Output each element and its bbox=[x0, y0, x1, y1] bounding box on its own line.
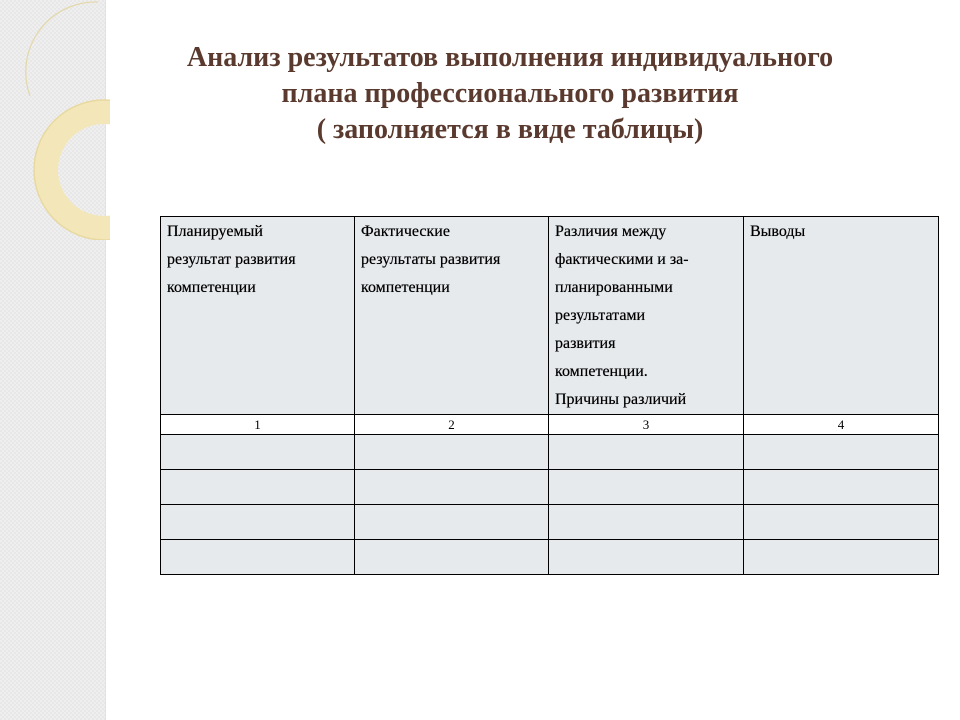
empty-cell[interactable] bbox=[549, 505, 744, 540]
empty-cell[interactable] bbox=[161, 435, 355, 470]
table-row bbox=[161, 470, 939, 505]
column-number-row bbox=[161, 415, 939, 435]
decorative-arc-line bbox=[26, 2, 98, 96]
column-number-3: 3 bbox=[549, 415, 744, 435]
column-number-2: 2 bbox=[355, 415, 549, 435]
header-text-actual: Фактические результаты развития компетенции bbox=[361, 223, 501, 296]
header-cell-differences[interactable] bbox=[549, 217, 744, 415]
table-row bbox=[161, 435, 939, 470]
analysis-table-container bbox=[160, 216, 938, 575]
table-row bbox=[161, 505, 939, 540]
table-header-row bbox=[161, 217, 939, 415]
header-cell-planned[interactable] bbox=[161, 217, 355, 415]
header-text-differences: Различия между фактическими и за- планированными результатами развития компетенции. Причины различий bbox=[555, 223, 689, 408]
empty-cell[interactable] bbox=[744, 540, 939, 575]
empty-cell[interactable] bbox=[355, 435, 549, 470]
empty-cell[interactable] bbox=[549, 540, 744, 575]
empty-cell[interactable] bbox=[744, 470, 939, 505]
decorative-ring-graphic bbox=[0, 0, 110, 240]
empty-cell[interactable] bbox=[355, 505, 549, 540]
empty-cell[interactable] bbox=[355, 540, 549, 575]
header-text-conclusions: Выводы bbox=[750, 223, 806, 240]
empty-cell[interactable] bbox=[161, 470, 355, 505]
slide-title-line-3: ( заполняется в виде таблицы) bbox=[316, 114, 704, 145]
column-number-4: 4 bbox=[744, 415, 939, 435]
column-number-1: 1 bbox=[161, 415, 355, 435]
empty-cell[interactable] bbox=[161, 540, 355, 575]
decorative-ring-svg bbox=[0, 0, 110, 240]
header-text-planned: Планируемый результат развития компетенции bbox=[167, 223, 296, 296]
empty-cell[interactable] bbox=[549, 435, 744, 470]
empty-cell[interactable] bbox=[744, 505, 939, 540]
slide-title bbox=[120, 40, 900, 148]
analysis-table bbox=[160, 216, 939, 575]
header-cell-conclusions[interactable] bbox=[744, 217, 939, 415]
empty-cell[interactable] bbox=[744, 435, 939, 470]
header-cell-actual[interactable] bbox=[355, 217, 549, 415]
empty-cell[interactable] bbox=[161, 505, 355, 540]
slide-title-line-1: Анализ результатов выполнения индивидуального bbox=[186, 42, 834, 73]
decorative-ring bbox=[46, 112, 110, 228]
empty-cell[interactable] bbox=[355, 470, 549, 505]
table-row bbox=[161, 540, 939, 575]
slide-title-line-2: плана профессионального развития bbox=[281, 78, 739, 109]
empty-cell[interactable] bbox=[549, 470, 744, 505]
